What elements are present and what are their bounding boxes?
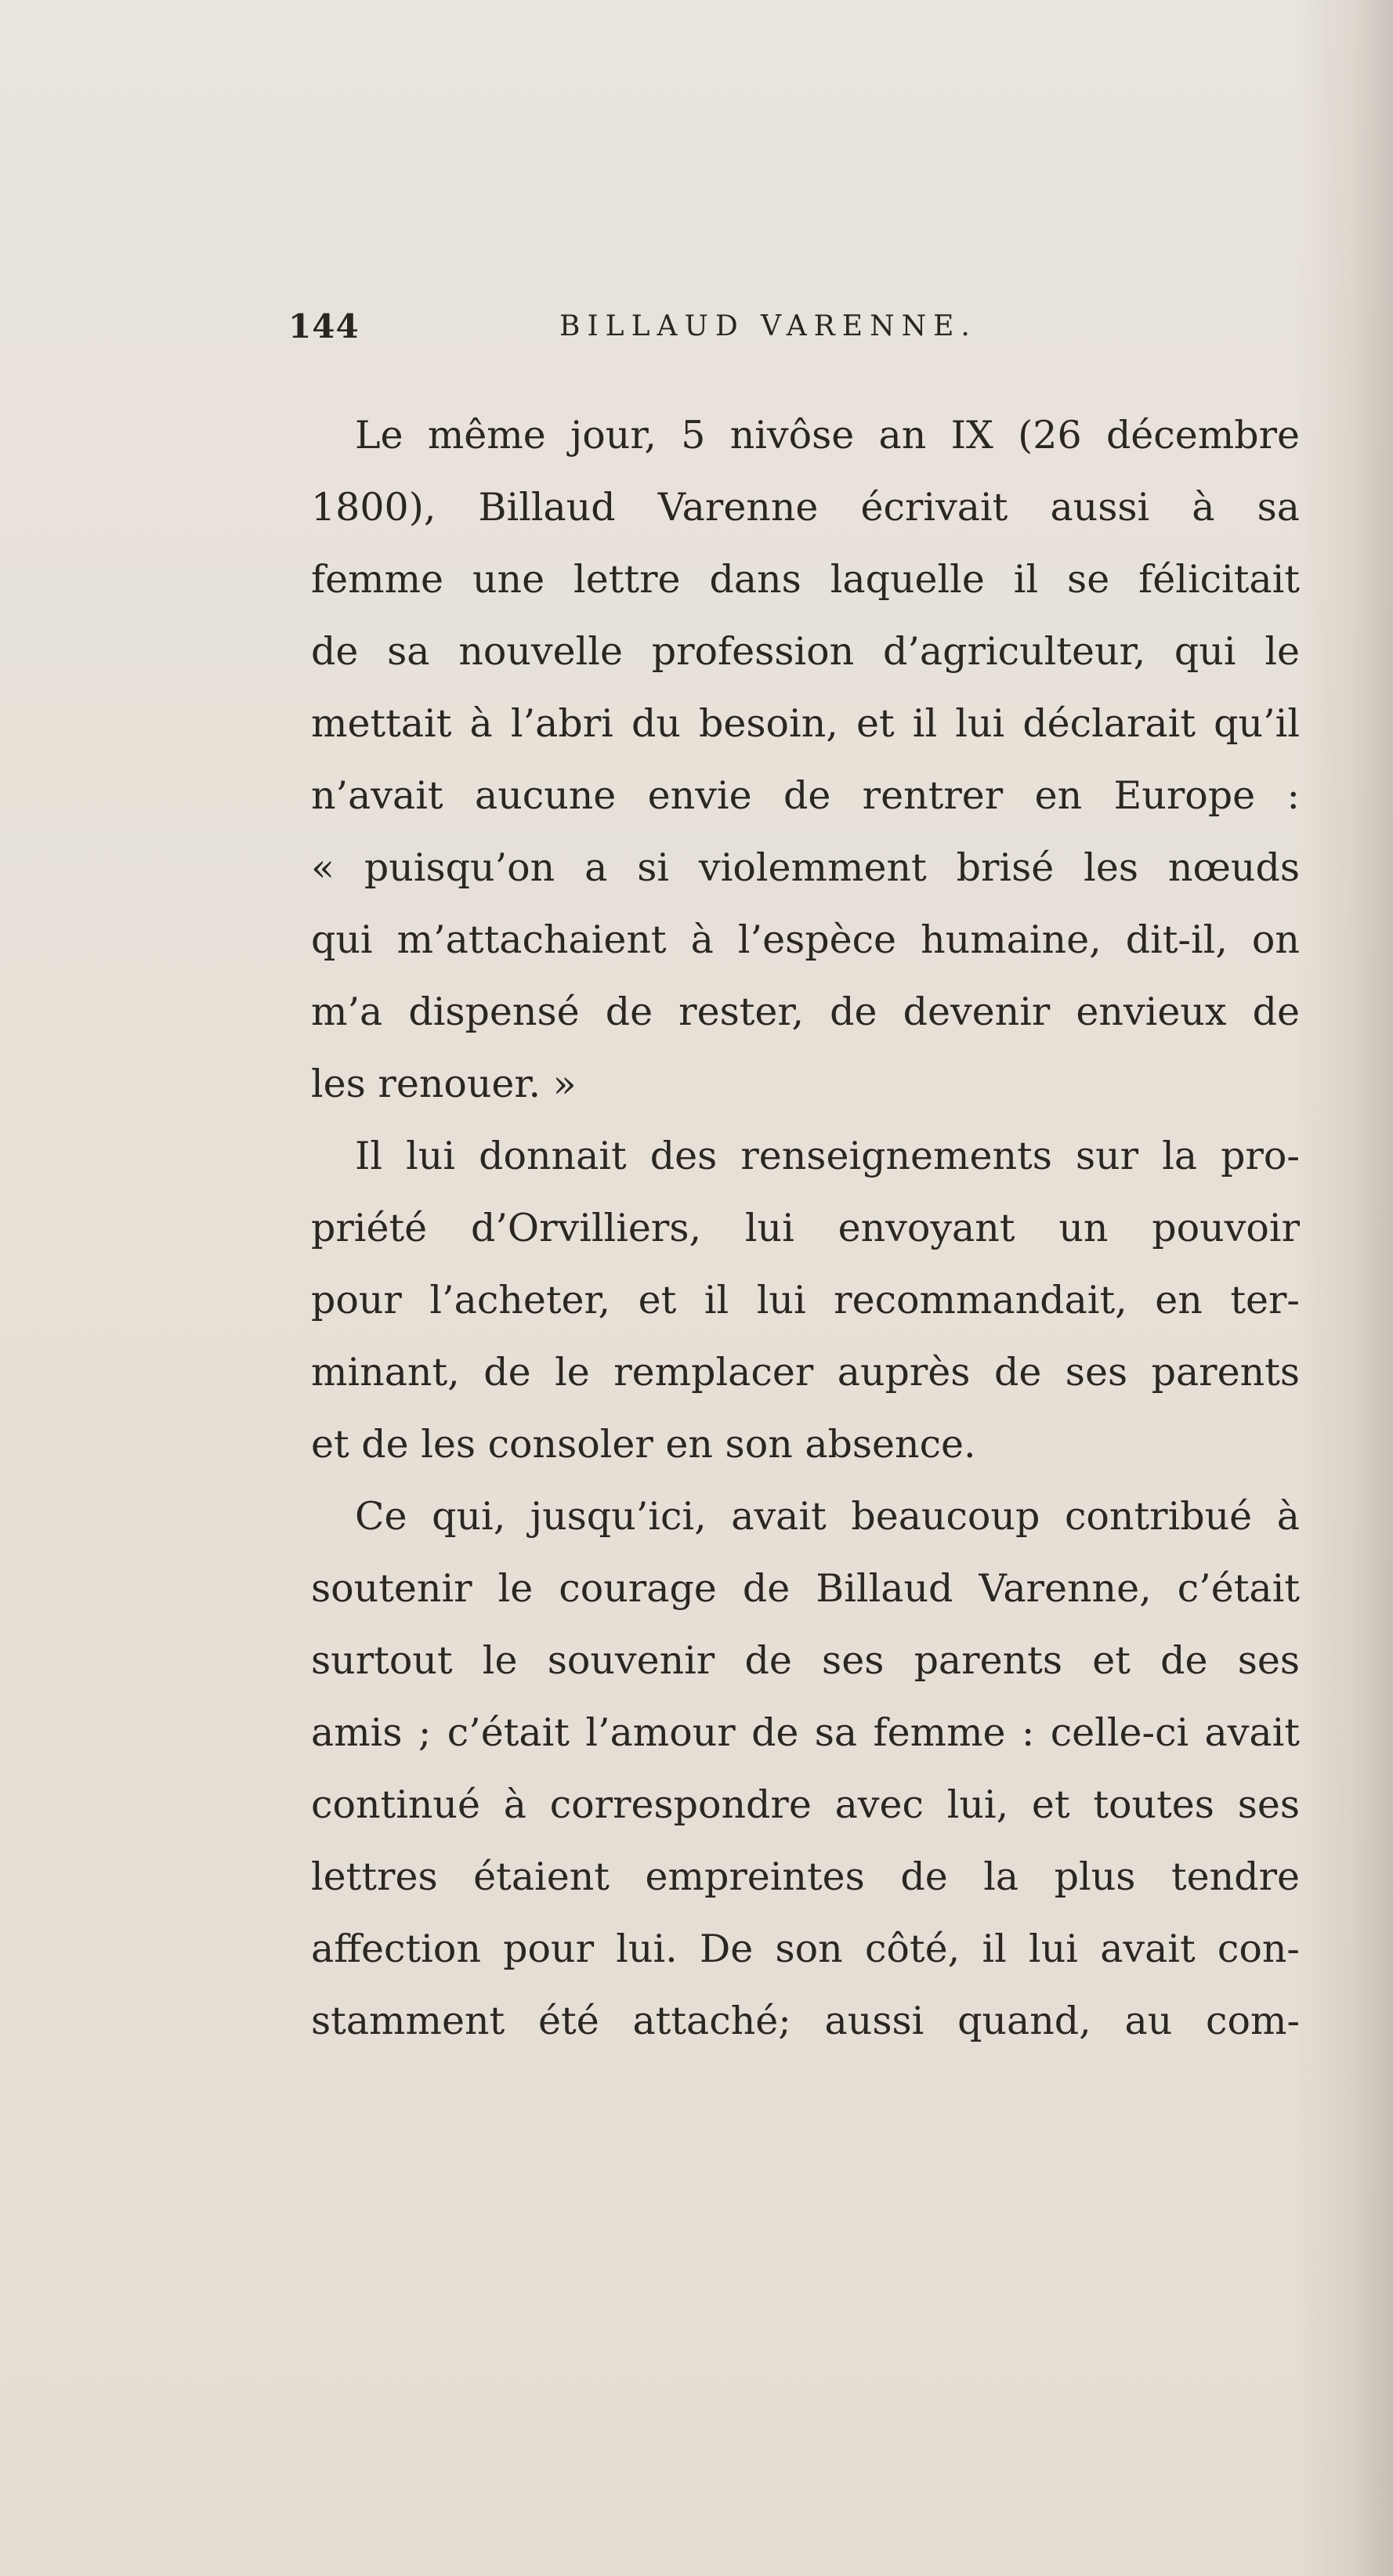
text-line: femme une lettre dans laquelle il se félicitait <box>311 557 1300 602</box>
text-line: surtout le souvenir de ses parents et de ses <box>311 1638 1300 1683</box>
text-line: lettres étaient empreintes de la plus tendre <box>311 1854 1300 1899</box>
text-line: priété d’Orvilliers, lui envoyant un pouvoir <box>311 1206 1300 1250</box>
text-line: Il lui donnait des renseignements sur la pro- <box>355 1134 1300 1178</box>
text-line: de sa nouvelle profession d’agriculteur, qui le <box>311 629 1300 674</box>
page-number: 144 <box>288 307 360 346</box>
text-line: 1800), Billaud Varenne écrivait aussi à sa <box>311 485 1300 530</box>
text-line: m’a dispensé de rester, de devenir envieux de <box>311 990 1300 1034</box>
text-line: les renouer. » <box>311 1062 577 1106</box>
text-line: minant, de le remplacer auprès de ses parents <box>311 1350 1300 1395</box>
text-line: soutenir le courage de Billaud Varenne, c’était <box>311 1566 1300 1611</box>
text-line: amis ; c’était l’amour de sa femme : celle-ci avait <box>311 1710 1300 1755</box>
text-line: Le même jour, 5 nivôse an IX (26 décembre <box>355 413 1300 458</box>
text-line: qui m’attachaient à l’espèce humaine, dit-il, on <box>311 917 1300 962</box>
text-line: et de les consoler en son absence. <box>311 1422 976 1467</box>
text-line: continué à correspondre avec lui, et toutes ses <box>311 1782 1300 1827</box>
text-line: n’avait aucune envie de rentrer en Europe : <box>311 773 1300 818</box>
text-line: « puisqu’on a si violemment brisé les nœuds <box>311 845 1300 890</box>
text-line: Ce qui, jusqu’ici, avait beaucoup contribué à <box>355 1494 1300 1539</box>
page-header <box>288 307 1307 354</box>
text-line: pour l’acheter, et il lui recommandait, en ter- <box>311 1278 1300 1322</box>
text-line: mettait à l’abri du besoin, et il lui déclarait qu’il <box>311 701 1300 746</box>
text-line: affection pour lui. De son côté, il lui avait con- <box>311 1927 1300 1971</box>
text-line: stamment été attaché; aussi quand, au com- <box>311 1999 1300 2043</box>
body-text <box>311 400 1300 2057</box>
running-title: BILLAUD VARENNE. <box>559 310 977 342</box>
